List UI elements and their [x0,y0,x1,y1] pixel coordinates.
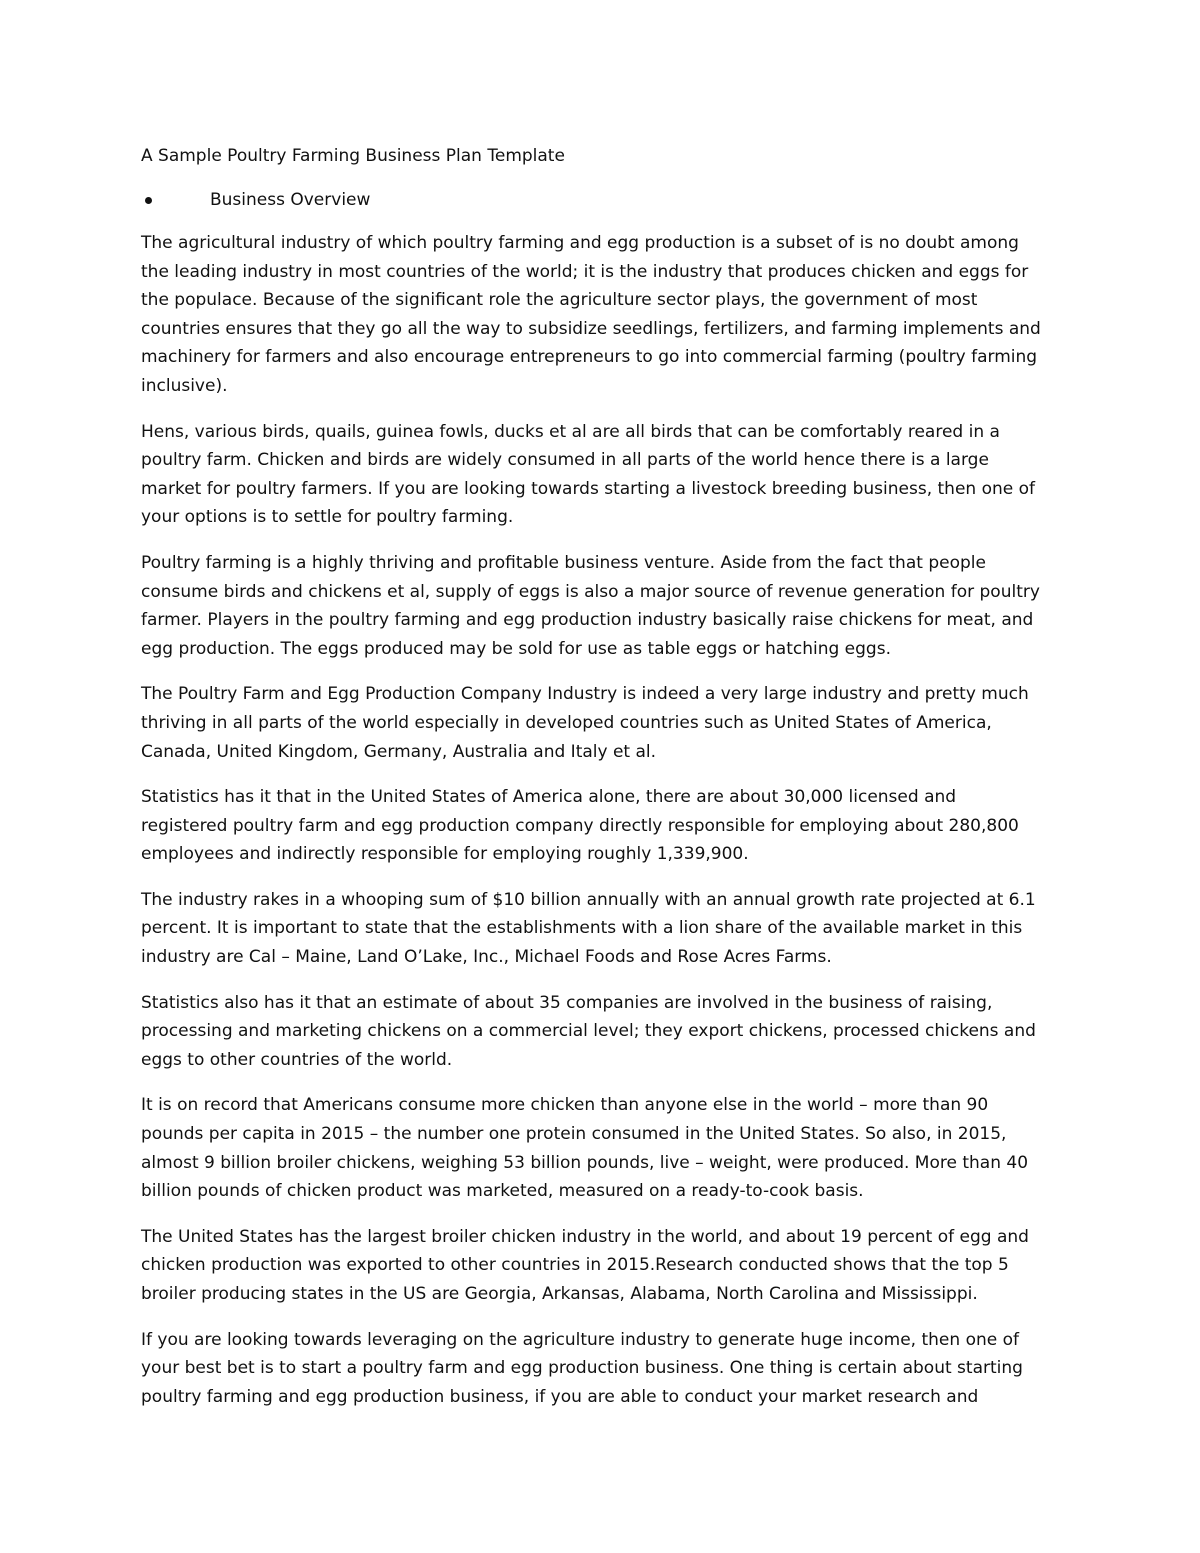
paragraph-line: poultry farming and egg production business, if you are able to conduct your market research and [141,1386,979,1407]
paragraph-line: The agricultural industry of which poultry farming and egg production is a subset of is no doubt among [141,233,1019,253]
paragraph-line: If you are looking towards leveraging on the agriculture industry to generate huge income, then one of [141,1329,1019,1350]
document-title: A Sample Poultry Farming Business Plan Template [141,146,565,166]
bullet-icon [145,197,152,204]
bullet-item-business-overview [141,186,1061,214]
paragraph [141,1223,1061,1309]
paragraph-line: Statistics has it that in the United States of America alone, there are about 30,000 licensed and [141,787,957,808]
paragraph-line: egg production. The eggs produced may be sold for use as table eggs or hatching eggs. [141,638,891,659]
paragraph-line: countries ensures that they go all the way to subsidize seedlings, fertilizers, and farming implements and [141,318,1041,339]
paragraph [141,989,1061,1075]
document-body [141,142,1061,1428]
paragraph-line: inclusive). [141,375,228,396]
paragraph [141,886,1061,972]
paragraph-line: machinery for farmers and also encourage entrepreneurs to go into commercial farming (poultry farming [141,347,1038,368]
paragraph [141,783,1061,869]
paragraph-line: industry are Cal – Maine, Land O’Lake, Inc., Michael Foods and Rose Acres Farms. [141,947,832,968]
paragraph [141,1091,1061,1205]
paragraph-line: your options is to settle for poultry farming. [141,507,514,528]
paragraph-line: The industry rakes in a whooping sum of $10 billion annually with an annual growth rate projected at 6.1 [141,889,1036,910]
paragraph [141,1326,1061,1412]
paragraph-line: consume birds and chickens et al, supply of eggs is also a major source of revenue generation for poultry [141,581,1040,602]
paragraph [141,549,1061,663]
paragraph-line: It is on record that Americans consume more chicken than anyone else in the world – more than 90 [141,1095,989,1116]
paragraph [141,229,1061,401]
paragraph [141,680,1061,766]
paragraph-line: Canada, United Kingdom, Germany, Australia and Italy et al. [141,741,657,762]
paragraph-line: your best bet is to start a poultry farm and egg production business. One thing is certain about starting [141,1358,1023,1379]
paragraph-line: the populace. Because of the significant role the agriculture sector plays, the government of most [141,290,978,311]
paragraph-line: The United States has the largest broiler chicken industry in the world, and about 19 percent of egg and [141,1226,1029,1247]
paragraph-line: eggs to other countries of the world. [141,1049,453,1070]
bullet-label: Business Overview [210,190,371,210]
paragraph-line: the leading industry in most countries of the world; it is the industry that produces chicken and eggs for [141,261,1029,282]
paragraph-line: Poultry farming is a highly thriving and profitable business venture. Aside from the fact that people [141,552,986,573]
paragraph-line: Hens, various birds, quails, guinea fowls, ducks et al are all birds that can be comfortably reared in a [141,421,1000,442]
paragraph-line: poultry farm. Chicken and birds are widely consumed in all parts of the world hence there is a large [141,450,989,471]
paragraph-line: billion pounds of chicken product was marketed, measured on a ready-to-cook basis. [141,1181,864,1202]
paragraph-line: employees and indirectly responsible for employing roughly 1,339,900. [141,844,749,865]
paragraph-line: almost 9 billion broiler chickens, weighing 53 billion pounds, live – weight, were produced. More than 40 [141,1152,1029,1173]
paragraph [141,418,1061,532]
paragraph-line: processing and marketing chickens on a commercial level; they export chickens, processed chickens and [141,1021,1036,1042]
paragraph-line: percent. It is important to state that the establishments with a lion share of the available market in this [141,918,1023,939]
paragraph-line: broiler producing states in the US are Georgia, Arkansas, Alabama, North Carolina and Mississippi. [141,1284,978,1304]
paragraph-line: farmer. Players in the poultry farming and egg production industry basically raise chickens for meat, and [141,610,1034,631]
paragraph-line: pounds per capita in 2015 – the number one protein consumed in the United States. So also, in 2015, [141,1124,1007,1145]
paragraph-line: registered poultry farm and egg production company directly responsible for employing about 280,800 [141,815,1019,836]
paragraph-line: market for poultry farmers. If you are looking towards starting a livestock breeding business, then one of [141,478,1036,499]
paragraph-line: The Poultry Farm and Egg Production Company Industry is indeed a very large industry and pretty much [141,684,1029,705]
paragraph-line: chicken production was exported to other countries in 2015.Research conducted shows that the top 5 [141,1255,1009,1276]
paragraph-line: Statistics also has it that an estimate of about 35 companies are involved in the business of raising, [141,992,993,1013]
paragraph-line: thriving in all parts of the world especially in developed countries such as United States of America, [141,712,992,733]
